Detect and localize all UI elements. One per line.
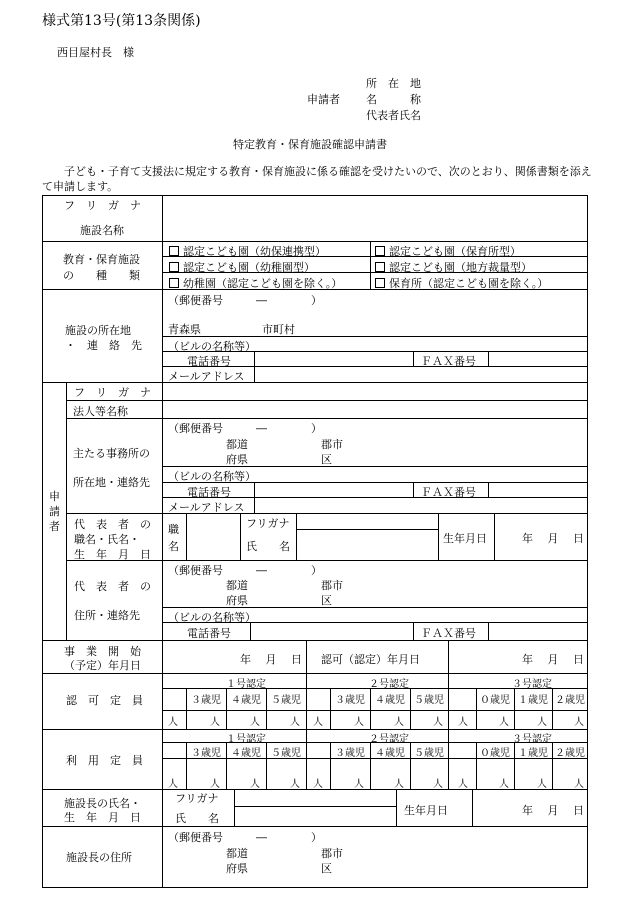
office-fuken: 府県 xyxy=(226,453,248,466)
use-a3-g1: ３歳児 xyxy=(191,748,221,759)
approved-unit-9: 人 xyxy=(458,717,468,728)
applicant-side-3: 者 xyxy=(49,520,60,533)
approved-unit-5: 人 xyxy=(313,717,323,728)
approved-a3-g2: ３歳児 xyxy=(335,695,365,706)
applicant-label: 申請者 xyxy=(307,93,340,106)
approved-a0-g3: ０歳児 xyxy=(480,695,510,706)
facility-tel-label: 電話番号 xyxy=(187,355,231,368)
type-option-4[interactable]: 認定こども園（地方裁量型） xyxy=(375,259,532,275)
approved-g1: １号認定 xyxy=(226,679,266,690)
rep-tel-label: 電話番号 xyxy=(187,627,231,640)
approved-a3-g1: ３歳児 xyxy=(191,695,221,706)
rep-addr-label-2: 住所・連絡先 xyxy=(74,609,140,622)
rep-fax-label: ＦＡＸ番号 xyxy=(421,627,476,640)
approved-g3: ３号認定 xyxy=(512,679,552,690)
approved-unit-6: 人 xyxy=(354,717,364,728)
director-fuken: 府県 xyxy=(226,862,248,875)
approved-unit-7: 人 xyxy=(394,717,404,728)
use-a0-g3: ０歳児 xyxy=(480,748,510,759)
use-a5-g1: ５歳児 xyxy=(271,748,301,759)
use-unit-5: 人 xyxy=(313,779,323,790)
type-option-3[interactable]: 認定こども園（幼稚園型） xyxy=(169,259,315,275)
use-unit-8: 人 xyxy=(433,779,443,790)
facility-postal: （郵便番号 ― ） xyxy=(168,294,322,307)
approved-a4-g2: ４歳児 xyxy=(375,695,405,706)
use-unit-4: 人 xyxy=(290,779,300,790)
corp-furigana-label: フ リ ガ ナ xyxy=(74,386,151,399)
approved-unit-11: 人 xyxy=(537,717,547,728)
address-label: 所 在 地 xyxy=(366,77,421,90)
use-unit-11: 人 xyxy=(537,779,547,790)
use-capacity-label: 利 用 定 員 xyxy=(66,754,143,767)
director-birth-ymd: 年 月 日 xyxy=(522,804,584,817)
rep-mei: 名 xyxy=(168,540,179,553)
facility-prefecture: 青森県 xyxy=(168,323,201,336)
director-address-label: 施設長の住所 xyxy=(66,851,132,864)
director-name-field-label: 氏 名 xyxy=(175,812,219,825)
use-unit-12: 人 xyxy=(574,779,584,790)
type-option-1[interactable]: 認定こども園（幼保連携型） xyxy=(169,243,326,259)
facility-name-label: 施設名称 xyxy=(80,224,124,237)
facility-furigana-label: フ リ ガ ナ xyxy=(64,199,141,212)
facility-mail-label: メールアドレス xyxy=(168,370,245,383)
use-a3-g2: ３歳児 xyxy=(335,748,365,759)
rep-fuken: 府県 xyxy=(226,594,248,607)
use-unit-1: 人 xyxy=(168,779,178,790)
director-todo: 都道 xyxy=(226,847,248,860)
director-birth-label: 生年月日 xyxy=(404,804,448,817)
approved-unit-10: 人 xyxy=(499,717,509,728)
approval-date-label: 認可（認定）年月日 xyxy=(321,653,420,666)
office-tel-label: 電話番号 xyxy=(187,486,231,499)
approved-g2: ２号認定 xyxy=(369,679,409,690)
use-unit-6: 人 xyxy=(354,779,364,790)
approved-unit-2: 人 xyxy=(210,717,220,728)
use-unit-9: 人 xyxy=(458,779,468,790)
facility-type-label: 教育・保育施設 xyxy=(63,253,140,266)
name-label: 名 称 xyxy=(366,93,421,106)
use-g2: ２号認定 xyxy=(369,734,409,745)
facility-building: （ビルの名称等） xyxy=(168,340,256,353)
rep-addr-label: 代 表 者 の xyxy=(74,580,151,593)
office-gunshi: 郡市 xyxy=(321,438,343,451)
rep-birth-ymd: 年 月 日 xyxy=(522,532,584,545)
representative-label: 代表者氏名 xyxy=(366,109,421,122)
office-label-2: 所在地・連絡先 xyxy=(73,476,150,489)
approved-a1-g3: １歳児 xyxy=(518,695,548,706)
facility-city: 市町村 xyxy=(262,323,295,336)
use-a5-g2: ５歳児 xyxy=(414,748,444,759)
form-number: 様式第13号(第13条関係) xyxy=(42,13,201,29)
director-ku: 区 xyxy=(321,862,332,875)
use-a4-g2: ４歳児 xyxy=(375,748,405,759)
facility-fax-label: ＦＡＸ番号 xyxy=(421,355,476,368)
facility-location-label-2: ・ 連 絡 先 xyxy=(65,339,142,352)
approved-a4-g1: ４歳児 xyxy=(231,695,261,706)
page-title: 特定教育・保育施設確認申請書 xyxy=(233,138,387,151)
business-start-label-2: （予定）年月日 xyxy=(64,659,141,672)
approval-date-ymd: 年 月 日 xyxy=(522,653,584,666)
rep-gunshi: 郡市 xyxy=(321,579,343,592)
director-name-label: 施設長の氏名・ xyxy=(64,797,141,810)
use-a2-g3: ２歳児 xyxy=(555,748,585,759)
rep-label-3: 生 年 月 日 xyxy=(74,548,151,561)
facility-type-label-2: の 種 類 xyxy=(63,269,140,282)
director-furigana-label: フリガナ xyxy=(175,792,219,805)
rep-name-label: 氏 名 xyxy=(246,540,290,553)
type-option-5[interactable]: 幼稚園（認定こども園を除く。） xyxy=(169,275,342,291)
rep-building: （ビルの名称等） xyxy=(168,611,256,624)
director-postal: （郵便番号 ― ） xyxy=(168,831,322,844)
rep-shoku: 職 xyxy=(168,523,179,536)
approved-unit-8: 人 xyxy=(433,717,443,728)
recipient: 西目屋村長 様 xyxy=(57,46,134,59)
approved-a2-g3: ２歳児 xyxy=(555,695,585,706)
rep-birth-label: 生年月日 xyxy=(443,532,487,545)
applicant-side-2: 請 xyxy=(49,505,60,518)
use-g3: ３号認定 xyxy=(512,734,552,745)
office-mail-label: メールアドレス xyxy=(168,501,245,514)
use-g1: １号認定 xyxy=(226,734,266,745)
approved-a5-g1: ５歳児 xyxy=(271,695,301,706)
office-postal: （郵便番号 ― ） xyxy=(168,422,322,435)
rep-furigana-label: フリガナ xyxy=(246,517,290,530)
business-start-ymd: 年 月 日 xyxy=(240,653,302,666)
office-label: 主たる事務所の xyxy=(73,447,150,460)
approved-capacity-label: 認 可 定 員 xyxy=(66,694,143,707)
approved-unit-4: 人 xyxy=(290,717,300,728)
approved-unit-12: 人 xyxy=(574,717,584,728)
type-option-2[interactable]: 認定こども園（保育所型） xyxy=(375,243,521,259)
office-todo: 都道 xyxy=(226,438,248,451)
rep-label-1: 代 表 者 の xyxy=(74,518,151,531)
director-name-label-2: 生 年 月 日 xyxy=(64,811,141,824)
use-unit-10: 人 xyxy=(499,779,509,790)
rep-label-2: 職名・氏名・ xyxy=(74,533,140,546)
applicant-side-1: 申 xyxy=(49,490,60,503)
use-a4-g1: ４歳児 xyxy=(231,748,261,759)
office-building: （ビルの名称等） xyxy=(168,470,256,483)
facility-location-label: 施設の所在地 xyxy=(65,324,131,337)
approved-unit-1: 人 xyxy=(168,717,178,728)
approved-a5-g2: ５歳児 xyxy=(414,695,444,706)
director-gunshi: 郡市 xyxy=(321,847,343,860)
use-a1-g3: １歳児 xyxy=(518,748,548,759)
business-start-label: 事 業 開 始 xyxy=(64,645,141,658)
rep-ku: 区 xyxy=(321,594,332,607)
office-fax-label: ＦＡＸ番号 xyxy=(421,486,476,499)
corp-name-label: 法人等名称 xyxy=(73,405,128,418)
intro-paragraph: 子ども・子育て支援法に規定する教育・保育施設に係る確認を受けたいので、次のとおり、関係書類を添えて申請します。 xyxy=(42,165,592,193)
type-option-6[interactable]: 保育所（認定こども園を除く。） xyxy=(375,275,548,291)
use-unit-3: 人 xyxy=(250,779,260,790)
use-unit-7: 人 xyxy=(394,779,404,790)
approved-unit-3: 人 xyxy=(250,717,260,728)
rep-todo: 都道 xyxy=(226,579,248,592)
office-ku: 区 xyxy=(321,453,332,466)
rep-postal: （郵便番号 ― ） xyxy=(168,564,322,577)
use-unit-2: 人 xyxy=(210,779,220,790)
